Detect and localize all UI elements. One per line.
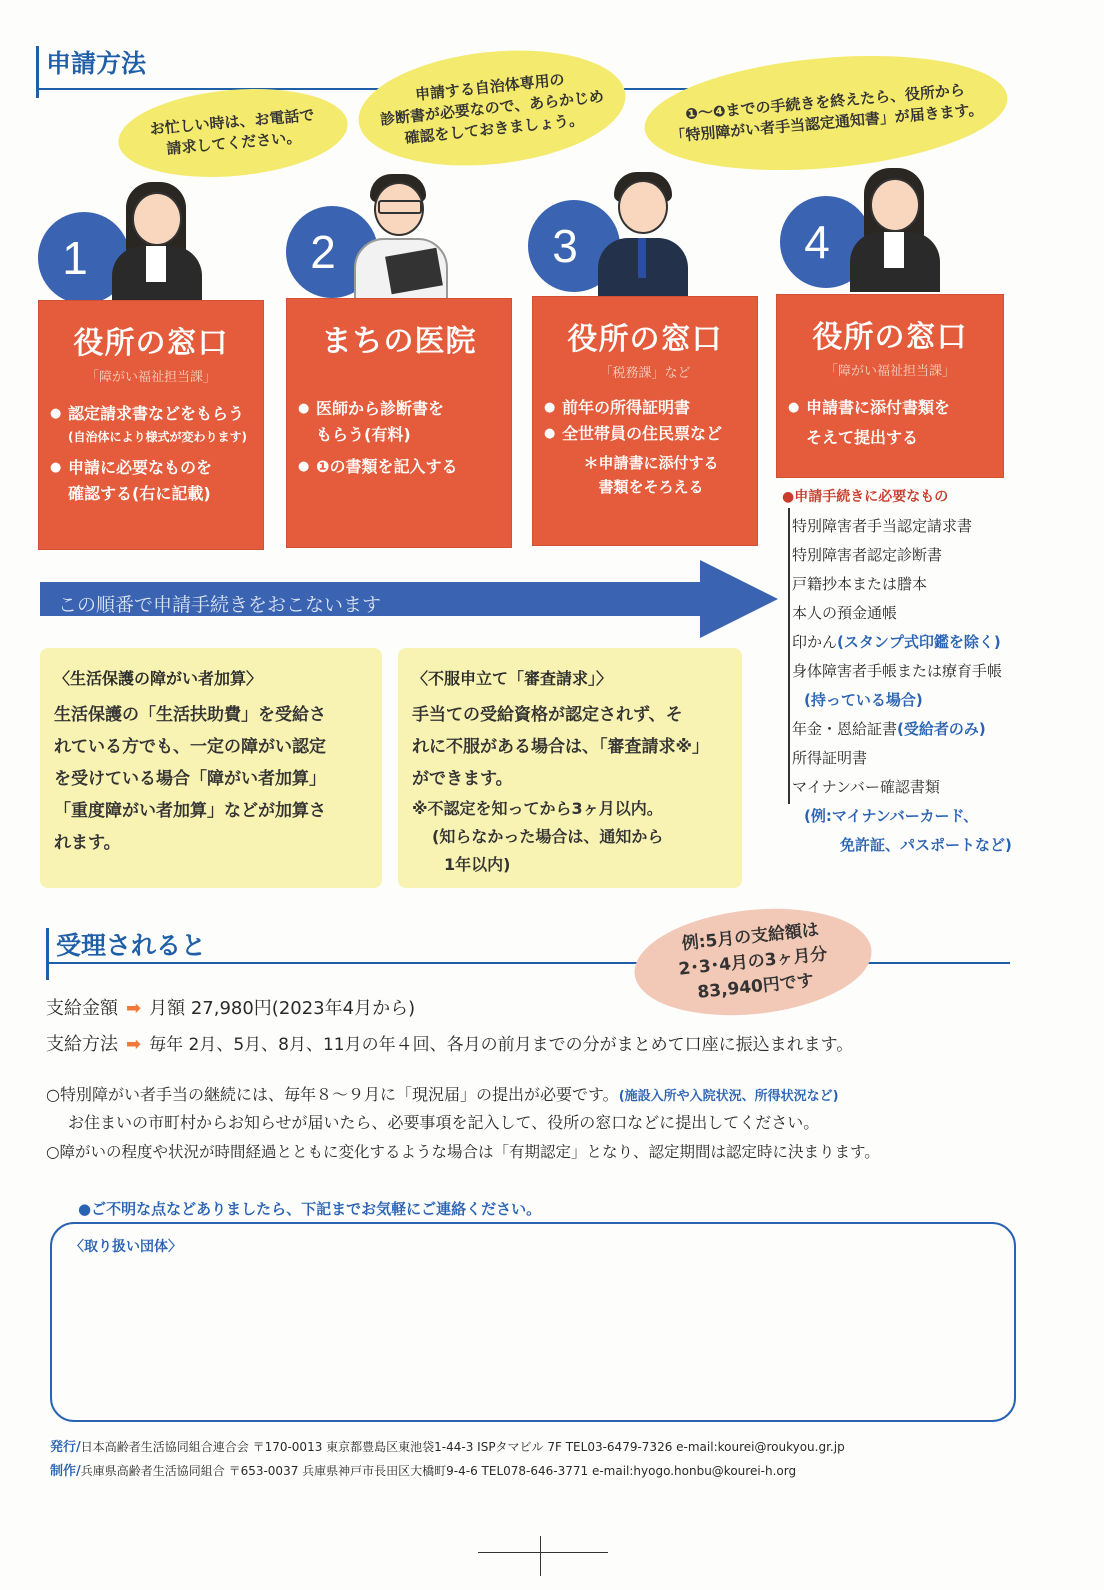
info-box-title: 〈生活保護の障がい者加算〉 bbox=[54, 669, 263, 688]
example-line: 例:5月の支給額は bbox=[680, 919, 820, 954]
required-item: 所得証明書 bbox=[792, 749, 868, 767]
note-renewal: ○特別障がい者手当の継続には、毎年８～９月に「現況届」の提出が必要です。(施設入所や入院状況、所得状況など) bbox=[46, 1085, 839, 1104]
step-number-4: 4 bbox=[780, 196, 872, 288]
required-item: 身体障害者手帳または療育手帳 bbox=[792, 662, 1003, 680]
step-item: ● 医師から診断書を もらう(有料) bbox=[298, 396, 512, 448]
payment-method-value: 毎年 2月、5月、8月、11月の年４回、各月の前月までの分がまとめて口座に振込まれます。 bbox=[149, 1035, 854, 1055]
info-line: 手当ての受給資格が認定されず、そ bbox=[412, 705, 683, 725]
example-bubble bbox=[629, 898, 877, 1026]
payment-amount-label: 支給金額 bbox=[46, 998, 118, 1019]
step-title: 役所の窓口 bbox=[812, 320, 968, 355]
step-number-3: 3 bbox=[528, 200, 620, 292]
contact-lead: ●ご不明な点などありましたら、下記までお気軽にご連絡ください。 bbox=[78, 1200, 542, 1218]
step-item: ● 申請に必要なものを 確認する(右に記載) bbox=[50, 455, 264, 507]
step-item: ● 認定請求書などをもらう bbox=[50, 401, 264, 427]
required-item: マイナンバー確認書類 bbox=[792, 778, 940, 796]
info-line: 1年以内) bbox=[444, 855, 511, 874]
required-item: 年金・恩給証書(受給者のみ) bbox=[792, 720, 986, 738]
required-item: 特別障害者手当認定請求書 bbox=[792, 517, 973, 535]
speech-bubble-text: ❶～❹までの手続きを終えたら、役所から 「特別障がい者手当認定通知書」が届きます。 bbox=[669, 80, 984, 146]
crop-mark bbox=[540, 1536, 541, 1576]
note-renewal-detail: お住まいの市町村からお知らせが届いたら、必要事項を記入して、役所の窓口などに提出してください。 bbox=[68, 1113, 820, 1132]
info-line: (知らなかった場合は、通知から bbox=[432, 827, 664, 846]
flow-arrow-label: この順番で申請手続きをおこないます bbox=[58, 594, 382, 616]
required-documents bbox=[782, 486, 1092, 860]
step-item: ● 前年の所得証明書 bbox=[544, 395, 758, 421]
step-title: 役所の窓口 bbox=[73, 326, 229, 361]
staff-man-illustration bbox=[594, 170, 694, 300]
required-item: 印かん(スタンプ式印鑑を除く) bbox=[792, 633, 1001, 651]
step-note: (自治体により様式が変わります) bbox=[68, 430, 247, 444]
example-line: 83,940円です bbox=[696, 970, 815, 1003]
info-line: れに不服がある場合は、「審査請求※」 bbox=[412, 737, 710, 757]
doctor-illustration bbox=[350, 172, 450, 302]
arrow-right-icon: ➡ bbox=[126, 1034, 142, 1055]
payment-amount-value: 月額 27,980円(2023年4月から) bbox=[149, 998, 416, 1019]
info-box-appeal bbox=[398, 648, 742, 888]
payment-method-label: 支給方法 bbox=[46, 1034, 118, 1055]
footer-publisher: 発行/日本高齢者生活協同組合連合会 〒170-0013 東京都豊島区東池袋1-44-3 ISPタマビル 7F TEL03-6479-7326 e-mail:kourei@roukyou.gr.jp bbox=[50, 1440, 845, 1455]
required-item-note: 免許証、パスポートなど) bbox=[840, 836, 1012, 854]
step-subtitle: 「税務課」など bbox=[599, 366, 691, 381]
info-line: 生活保護の「生活扶助費」を受給さ bbox=[54, 705, 326, 725]
step-box-1 bbox=[38, 300, 264, 550]
info-box-title: 〈不服申立て「審査請求」〉 bbox=[412, 669, 613, 688]
step-item: ● ❶の書類を記入する bbox=[298, 454, 512, 480]
step-title: まちの医院 bbox=[321, 324, 477, 359]
payment-amount bbox=[46, 994, 415, 1020]
info-line: れます。 bbox=[54, 833, 121, 853]
staff-woman-illustration bbox=[846, 166, 946, 296]
contact-label: 〈取り扱い団体〉 bbox=[70, 1239, 182, 1255]
step-box-2 bbox=[286, 298, 512, 548]
step-number-2: 2 bbox=[286, 206, 378, 298]
required-item: 本人の預金通帳 bbox=[792, 604, 898, 622]
info-line: ができます。 bbox=[412, 769, 513, 789]
required-item: 戸籍抄本または謄本 bbox=[792, 575, 928, 593]
required-item-note: (持っている場合) bbox=[804, 691, 923, 709]
required-heading: ●申請手続きに必要なもの bbox=[782, 489, 949, 505]
step-title: 役所の窓口 bbox=[567, 322, 723, 357]
info-line: 「重度障がい者加算」などが加算さ bbox=[54, 801, 326, 821]
step-note: ＊申請書に添付する 書類をそろえる bbox=[583, 454, 719, 496]
section-title-accepted: 受理されると bbox=[46, 926, 206, 962]
contact-box bbox=[50, 1222, 1016, 1422]
step-subtitle: 「障がい福祉担当課」 bbox=[824, 364, 955, 379]
step-item: ● 全世帯員の住民票など bbox=[544, 421, 758, 447]
payment-method bbox=[46, 1030, 853, 1056]
speech-bubble-notice bbox=[640, 42, 1012, 183]
example-line: 2･3･4月の3ヶ月分 bbox=[677, 943, 829, 980]
speech-bubble-text: お忙しい時は、お電話で 請求してください。 bbox=[149, 105, 316, 158]
step-item: ● 申請書に添付書類を そえて提出する bbox=[788, 393, 1004, 453]
step-subtitle: 「障がい福祉担当課」 bbox=[85, 370, 216, 385]
staff-woman-illustration bbox=[108, 180, 208, 304]
speech-bubble-diagnosis bbox=[353, 38, 631, 177]
footer-producer: 制作/兵庫県高齢者生活協同組合 〒653-0037 兵庫県神戸市長田区大橋町9-4-6 TEL078-646-3771 e-mail:hyogo.honbu@kourei-h.org bbox=[50, 1464, 797, 1479]
info-line: ※不認定を知ってから3ヶ月以内。 bbox=[412, 799, 663, 818]
required-item-note: (例:マイナンバーカード、 bbox=[804, 807, 979, 825]
arrow-right-icon: ➡ bbox=[126, 998, 142, 1019]
crop-mark bbox=[478, 1552, 608, 1553]
bullet-icon: ● bbox=[782, 489, 795, 505]
step-box-4 bbox=[776, 294, 1004, 478]
required-item: 特別障害者認定診断書 bbox=[792, 546, 943, 564]
speech-bubble-phone bbox=[115, 80, 352, 186]
info-line: を受けている場合「障がい者加算」 bbox=[54, 769, 326, 789]
info-line: れている方でも、一定の障がい認定 bbox=[54, 737, 326, 757]
step-box-3 bbox=[532, 296, 758, 546]
section-title-application: 申請方法 bbox=[36, 44, 146, 80]
speech-bubble-text: 申請する自治体専用の 診断書が必要なので、あらかじめ 確認をしておきましょう。 bbox=[379, 69, 605, 147]
info-box-welfare bbox=[40, 648, 382, 888]
step-number-1: 1 bbox=[38, 212, 130, 304]
note-fixed-term: ○障がいの程度や状況が時間経過とともに変化するような場合は「有期認定」となり、認定期間は認定時に決まります。 bbox=[46, 1143, 880, 1161]
